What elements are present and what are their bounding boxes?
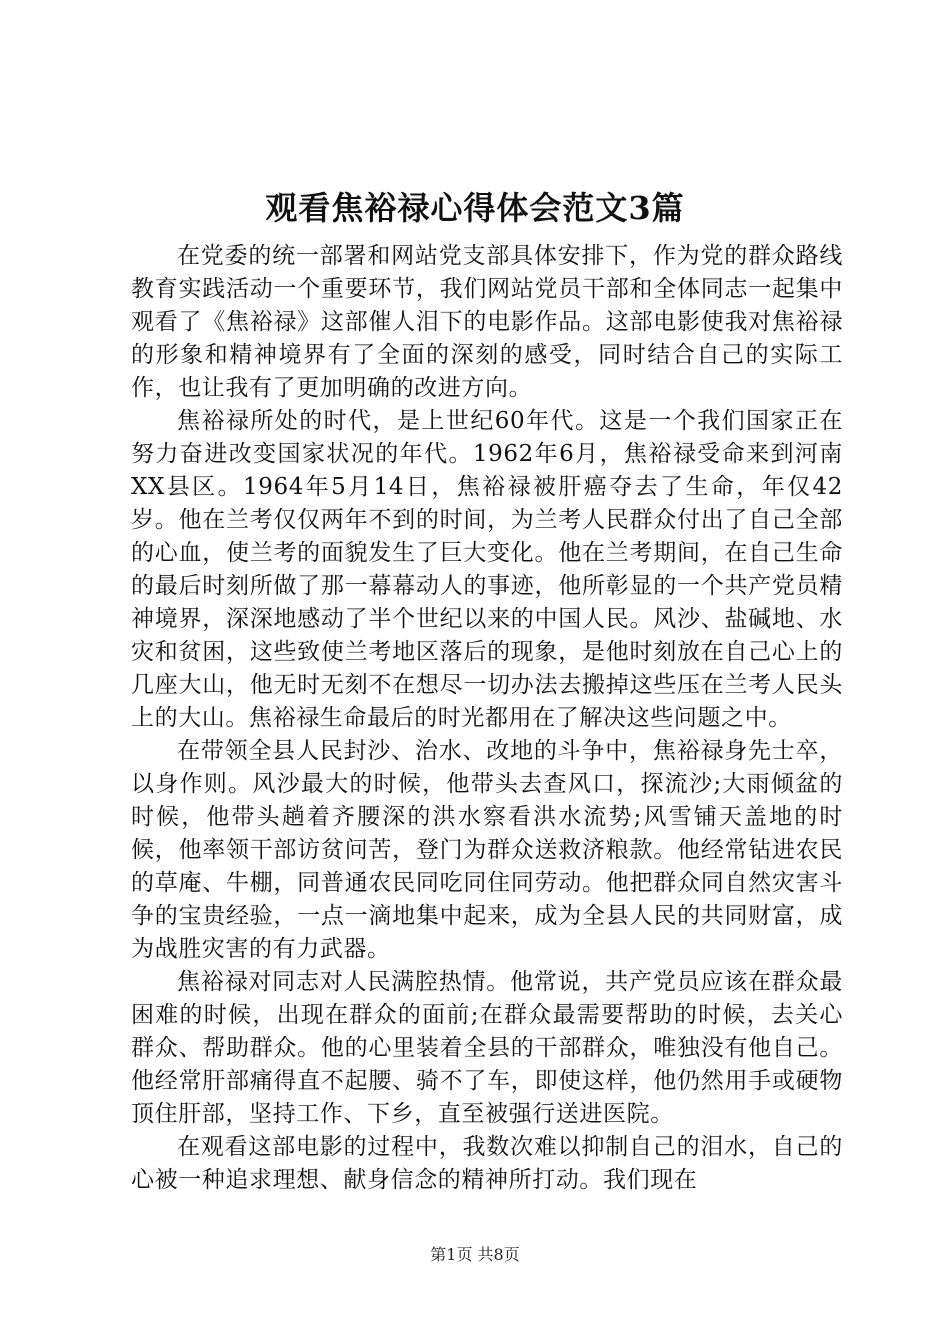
paragraph-2: 焦裕禄所处的时代，是上世纪60年代。这是一个我们国家正在努力奋进改变国家状况的年代。1962年6月，焦裕禄受命来到河南XX县区。1964年5月14日，焦裕禄被肝癌夺去了生命，年仅42岁。他在兰考仅仅两年不到的时间，为兰考人民群众付出了自己全部的心血，使兰考的面貌发生了巨大变化。他在兰考期间，在自己生命的最后时刻所做了那一幕幕动人的事迹，他所彰显的一个共产党员精神境界，深深地感动了半个世纪以来的中国人民。风沙、盐碱地、水灾和贫困，这些致使兰考地区落后的现象，是他时刻放在自己心上的几座大山，他无时无刻不在想尽一切办法去搬掉这些压在兰考人民头上的大山。焦裕禄生命最后的时光都用在了解决这些问题之中。	[131, 408, 843, 731]
document-title: 观看焦裕禄心得体会范文3篇	[265, 189, 685, 227]
paragraph-3: 在带领全县人民封沙、治水、改地的斗争中，焦裕禄身先士卒，以身作则。风沙最大的时候，他带头去查风口，探流沙;大雨倾盆的时候，他带头趟着齐腰深的洪水察看洪水流势;风雪铺天盖地的时候，他率领干部访贫问苦，登门为群众送救济粮款。他经常钻进农民的草庵、牛棚，同普通农民同吃同住同劳动。他把群众同自然灾害斗争的宝贵经验，一点一滴地集中起来，成为全县人民的共同财富，成为战胜灾害的有力武器。	[131, 738, 843, 962]
paragraph-5: 在观看这部电影的过程中，我数次难以抑制自己的泪水，自己的心被一种追求理想、献身信念的精神所打动。我们现在	[131, 1134, 843, 1193]
paragraph-1: 在党委的统一部署和网站党支部具体安排下，作为党的群众路线教育实践活动一个重要环节，我们网站党员干部和全体同志一起集中观看了《焦裕禄》这部催人泪下的电影作品。这部电影使我对焦裕禄的形象和精神境界有了全面的深刻的感受，同时结合自己的实际工作，也让我有了更加明确的改进方向。	[131, 243, 843, 401]
document-body	[131, 240, 843, 1197]
paragraph-4: 焦裕禄对同志对人民满腔热情。他常说，共产党员应该在群众最困难的时候，出现在群众的面前;在群众最需要帮助的时候，去关心群众、帮助群众。他的心里装着全县的干部群众，唯独没有他自己。他经常肝部痛得直不起腰、骑不了车，即使这样，他仍然用手或硬物顶住肝部，坚持工作、下乡，直至被强行送进医院。	[131, 969, 843, 1127]
page-number-footer: 第1页 共8页	[430, 1245, 520, 1264]
